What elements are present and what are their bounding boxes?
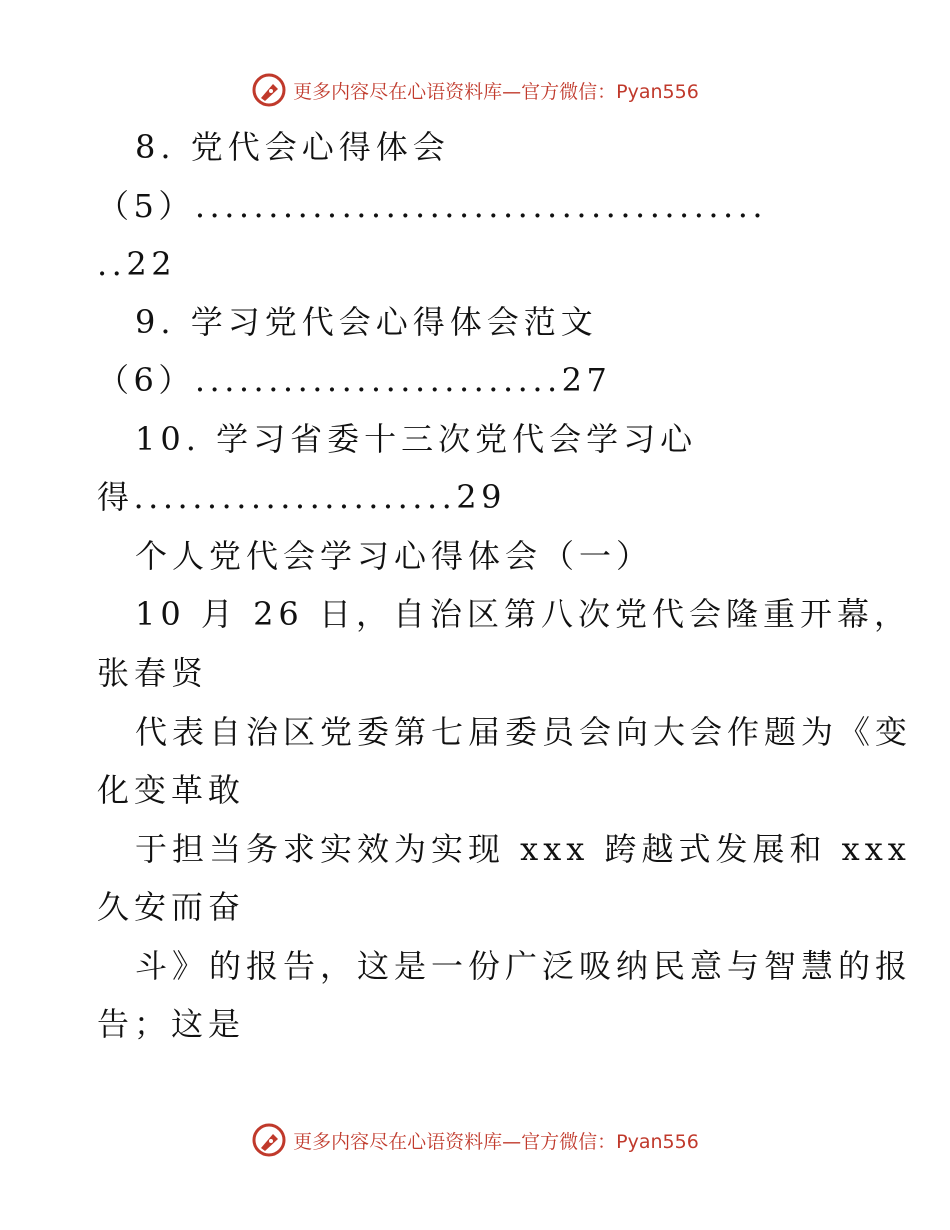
toc-item-dots: 得......................29 xyxy=(97,478,507,516)
body-line: 斗》的报告，这是一份广泛吸纳民意与智慧的报 xyxy=(135,947,913,985)
pen-nib-logo-icon xyxy=(251,1122,287,1158)
toc-item-title: 8. 党代会心得体会 xyxy=(135,128,450,166)
header-watermark xyxy=(0,70,950,110)
watermark-text: 更多内容尽在心语资料库—官方微信：Pyan556 xyxy=(293,80,699,103)
body-line: 化变革敢 xyxy=(97,771,246,809)
body-line: 代表自治区党委第七届委员会向大会作题为《变 xyxy=(135,713,913,751)
toc-item-dots: （5）....................................... xyxy=(97,187,768,225)
body-line: 久安而奋 xyxy=(97,888,246,926)
body-line: 张春贤 xyxy=(97,654,209,692)
toc-item-title: 9. 学习党代会心得体会范文 xyxy=(135,303,598,341)
watermark-text: 更多内容尽在心语资料库—官方微信：Pyan556 xyxy=(293,1130,699,1153)
body-line: 于担当务求实效为实现 xxx 跨越式发展和 xxx xyxy=(135,830,911,868)
toc-item-title: 10. 学习省委十三次党代会学习心 xyxy=(135,420,698,458)
footer-watermark xyxy=(0,1120,950,1160)
toc-item-page: ..22 xyxy=(97,245,177,283)
section-heading: 个人党代会学习心得体会（一） xyxy=(135,537,654,575)
toc-item-dots: （6）.........................27 xyxy=(97,361,612,399)
body-line: 10 月 26 日，自治区第八次党代会隆重开幕， xyxy=(135,595,911,633)
pen-nib-logo-icon xyxy=(251,72,287,108)
body-line: 告；这是 xyxy=(97,1005,246,1043)
